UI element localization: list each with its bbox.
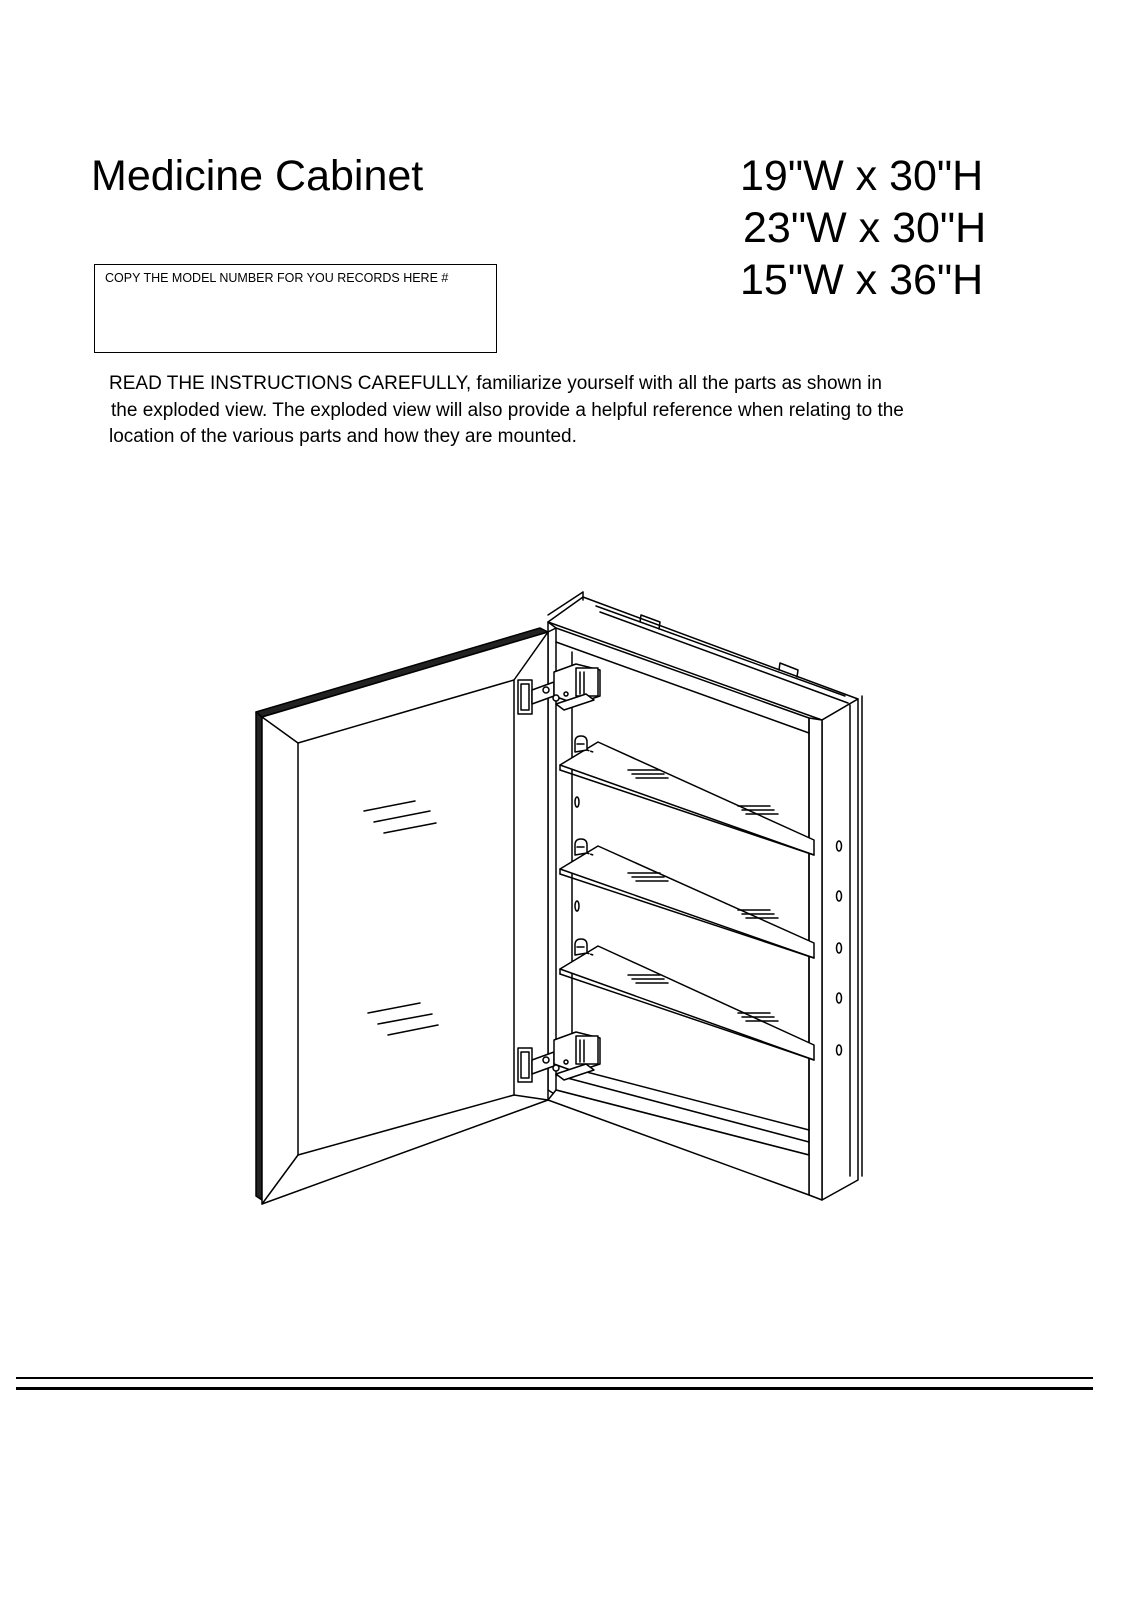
model-number-field[interactable] xyxy=(105,293,489,347)
instructions-line: READ THE INSTRUCTIONS CAREFULLY, familiarize yourself with all the parts as shown in xyxy=(109,373,882,394)
shelf xyxy=(560,846,814,958)
instructions-line: the exploded view. The exploded view will also provide a helpful reference when relating to the xyxy=(111,399,904,421)
size-option: 15"W x 36"H xyxy=(740,256,984,304)
instructions-line: location of the various parts and how they are mounted. xyxy=(109,426,577,447)
page-title: Medicine Cabinet xyxy=(91,152,424,200)
instructions-paragraph xyxy=(109,371,1049,451)
size-option: 19"W x 30"H xyxy=(740,152,984,200)
model-number-label: COPY THE MODEL NUMBER FOR YOU RECORDS HERE # xyxy=(105,271,449,285)
cabinet-illustration xyxy=(240,585,880,1215)
shelf xyxy=(560,742,814,855)
footer-rule xyxy=(16,1377,1093,1379)
size-list xyxy=(740,150,1030,306)
model-number-box xyxy=(94,264,497,353)
footer-rule xyxy=(16,1387,1093,1390)
mirror-door xyxy=(256,628,556,1204)
size-option: 23"W x 30"H xyxy=(743,204,987,252)
